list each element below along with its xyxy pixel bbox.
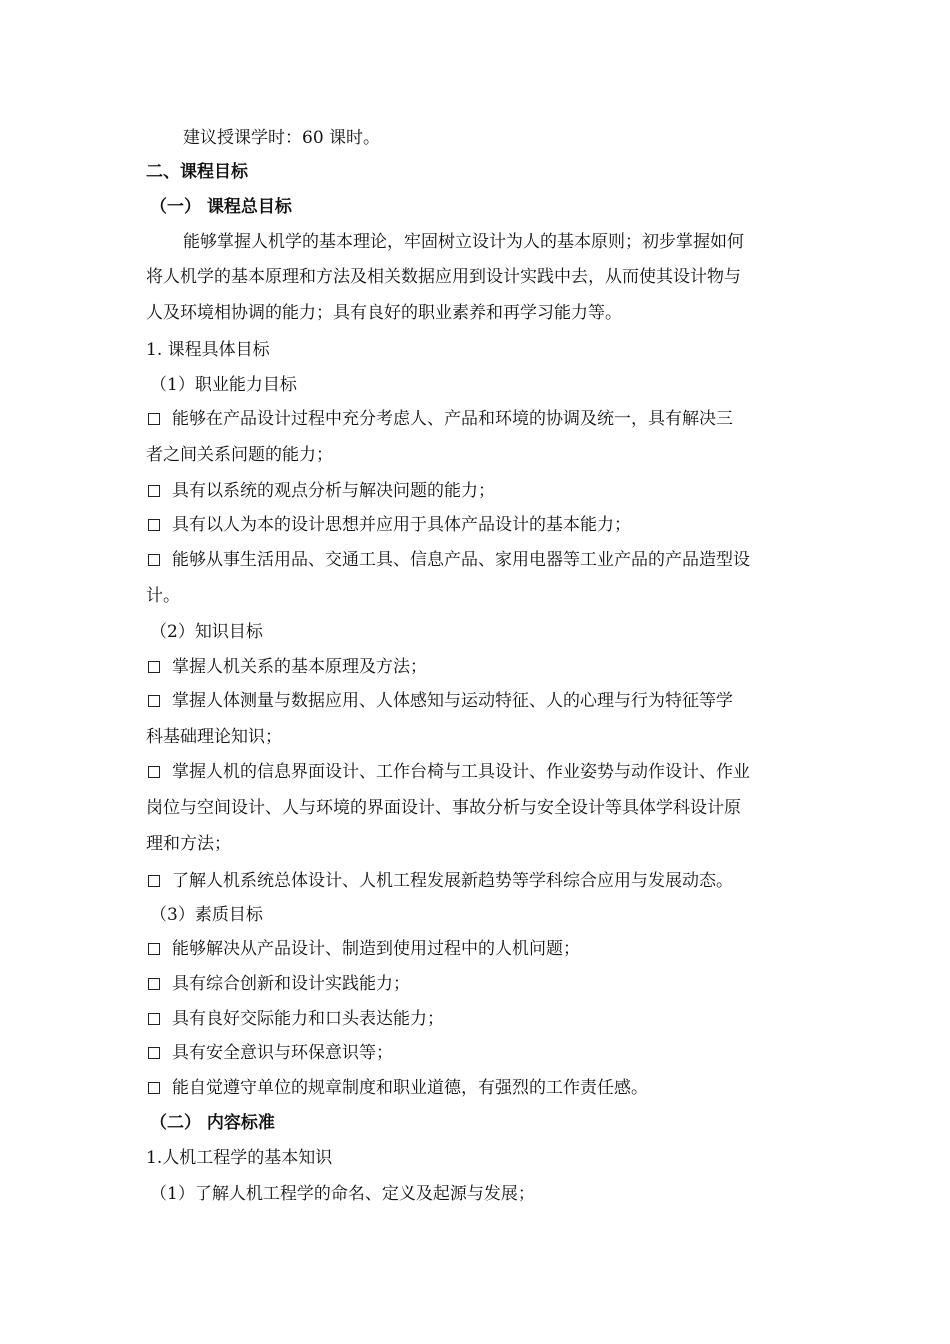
section-title: 二、课程目标 [146,162,248,182]
paragraph-line: 人及环境相协调的能力；具有良好的职业素养和再学习能力等。 [146,303,622,323]
checkbox-icon [148,554,160,566]
list-item: 掌握人机的信息界面设计、工作台椅与工具设计、作业姿势与动作设计、作业 [146,760,750,784]
list-heading: （2）知识目标 [150,622,263,642]
subsection-title: （二） 内容标准 [150,1113,275,1133]
paragraph-line: 将人机学的基本原理和方法及相关数据应用到设计实践中去，从而使其设计物与 [146,267,741,287]
list-item: 能够解决从产品设计、制造到使用过程中的人机问题； [146,937,580,961]
checkbox-icon [148,1082,160,1094]
list-item: 掌握人机关系的基本原理及方法； [146,655,427,679]
hours-text: 建议授课学时：60 课时。 [183,128,381,148]
checkbox-icon [148,1013,160,1025]
checkbox-icon [148,1047,160,1059]
list-item: 能够从事生活用品、交通工具、信息产品、家用电器等工业产品的产品造型设 [146,548,750,572]
subsection-title: （一） 课程总目标 [150,197,292,217]
list-heading: （3）素质目标 [150,905,263,925]
list-item-continuation: 计。 [146,586,180,606]
content-item: （1）了解人机工程学的命名、定义及起源与发展； [150,1184,535,1204]
checkbox-icon [148,875,160,887]
checkbox-icon [148,413,160,425]
list-heading: 1. 课程具体目标 [146,340,270,360]
list-item-continuation: 理和方法； [146,834,231,854]
list-item-continuation: 科基础理论知识； [146,727,282,747]
list-item: 了解人机系统总体设计、人机工程发展新趋势等学科综合应用与发展动态。 [146,869,733,893]
list-item: 能自觉遵守单位的规章制度和职业道德，有强烈的工作责任感。 [146,1076,648,1100]
list-item: 具有安全意识与环保意识等； [146,1041,393,1065]
list-item: 能够在产品设计过程中充分考虑人、产品和环境的协调及统一，具有解决三 [146,407,733,431]
list-item: 掌握人体测量与数据应用、人体感知与运动特征、人的心理与行为特征等学 [146,689,733,713]
list-item-continuation: 者之间关系问题的能力； [146,445,333,465]
checkbox-icon [148,943,160,955]
list-item: 具有以系统的观点分析与解决问题的能力； [146,479,495,503]
list-heading: （1）职业能力目标 [150,375,297,395]
list-item: 具有综合创新和设计实践能力； [146,972,410,996]
checkbox-icon [148,695,160,707]
list-item-continuation: 岗位与空间设计、人与环境的界面设计、事故分析与安全设计等具体学科设计原 [146,798,741,818]
checkbox-icon [148,661,160,673]
checkbox-icon [148,766,160,778]
checkbox-icon [148,485,160,497]
list-item: 具有以人为本的设计思想并应用于具体产品设计的基本能力； [146,513,631,537]
checkbox-icon [148,978,160,990]
list-item: 具有良好交际能力和口头表达能力； [146,1007,444,1031]
paragraph-line: 能够掌握人机学的基本理论，牢固树立设计为人的基本原则；初步掌握如何 [183,232,744,252]
content-heading: 1.人机工程学的基本知识 [146,1148,333,1168]
checkbox-icon [148,519,160,531]
